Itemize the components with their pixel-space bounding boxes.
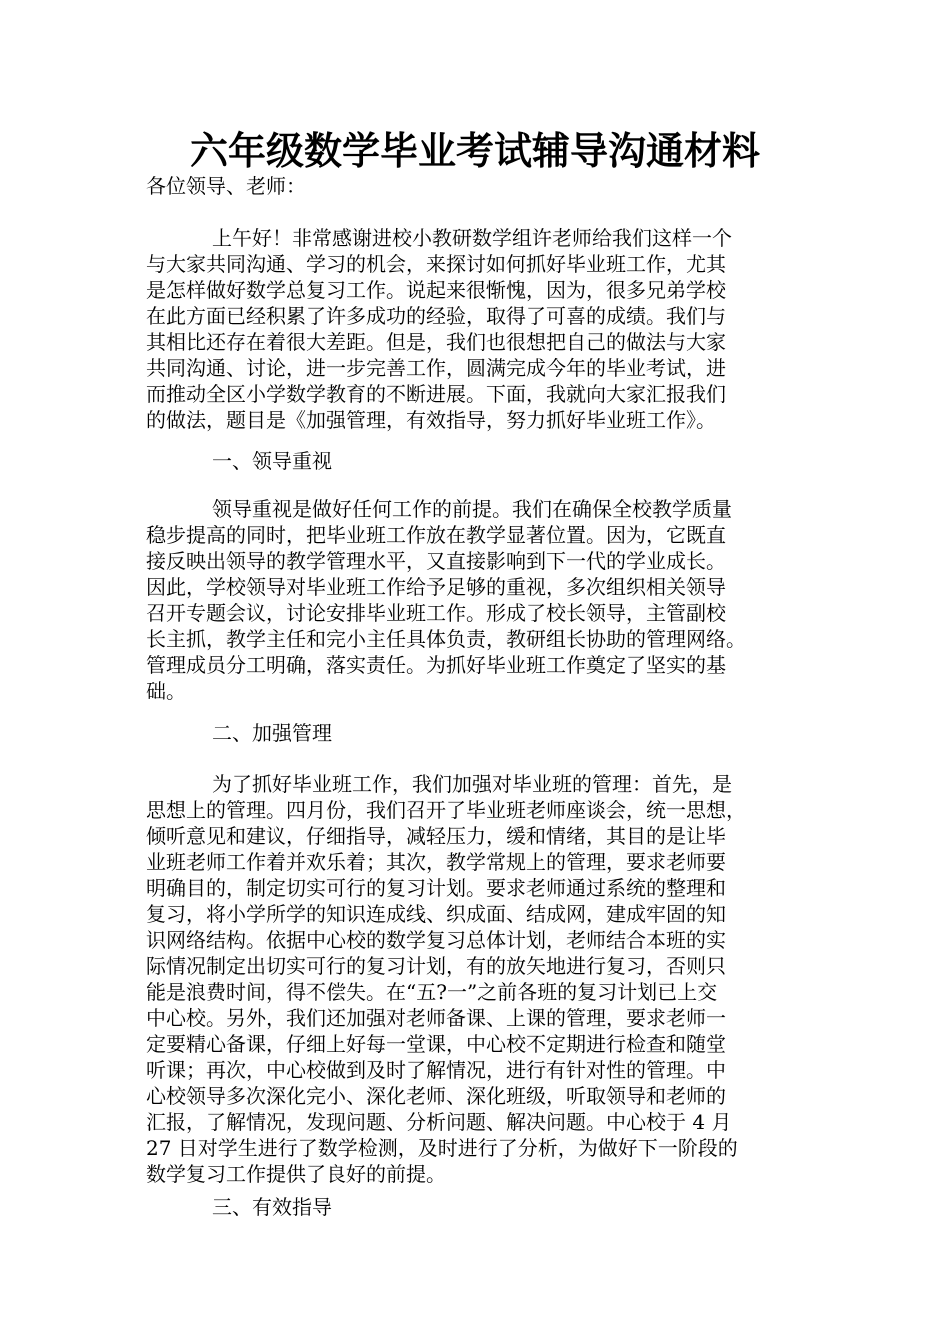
paragraph-line: 在此方面已经积累了许多成功的经验，取得了可喜的成绩。我们与 [146, 304, 726, 328]
paragraph-line: 领导重视是做好任何工作的前提。我们在确保全校教学质量 [212, 497, 732, 521]
salutation: 各位领导、老师： [146, 174, 306, 198]
paragraph-line: 数学复习工作提供了良好的前提。 [146, 1162, 446, 1186]
paragraph-line: 定要精心备课，仔细上好每一堂课，中心校不定期进行检查和随堂 [146, 1032, 726, 1056]
paragraph-line: 际情况制定出切实可行的复习计划，有的放矢地进行复习，否则只 [146, 954, 726, 978]
paragraph-line: 上午好！非常感谢进校小教研数学组许老师给我们这样一个 [212, 226, 732, 250]
document-title: 六年级数学毕业考试辅导沟通材料 [189, 128, 760, 173]
paragraph-line: 因此，学校领导对毕业班工作给予足够的重视，多次组织相关领导 [146, 575, 726, 599]
paragraph-line: 业班老师工作着并欢乐着；其次，教学常规上的管理，要求老师要 [146, 850, 726, 874]
paragraph-line: 复习，将小学所学的知识连成线、织成面、结成网，建成牢固的知 [146, 902, 726, 926]
paragraph-line: 共同沟通、讨论，进一步完善工作，圆满完成今年的毕业考试，进 [146, 356, 726, 380]
paragraph-line: 与大家共同沟通、学习的机会，来探讨如何抓好毕业班工作，尤其 [146, 252, 726, 276]
section2-paragraph [146, 771, 826, 1187]
section-heading-1: 一、领导重视 [212, 449, 332, 473]
paragraph-line: 听课；再次，中心校做到及时了解情况，进行有针对性的管理。中 [146, 1058, 726, 1082]
paragraph-line: 础。 [146, 679, 186, 703]
paragraph-line: 中心校。另外，我们还加强对老师备课、上课的管理，要求老师一 [146, 1006, 726, 1030]
paragraph-line: 汇报，了解情况，发现问题、分析问题、解决问题。中心校于 4 月 [146, 1110, 732, 1134]
paragraph-line: 长主抓，教学主任和完小主任具体负责，教研组长协助的管理网络。 [146, 627, 746, 651]
paragraph-line: 思想上的管理。四月份，我们召开了毕业班老师座谈会，统一思想， [146, 798, 746, 822]
section-heading-3: 三、有效指导 [212, 1195, 332, 1219]
paragraph-line: 而推动全区小学数学教育的不断进展。下面，我就向大家汇报我们 [146, 382, 726, 406]
paragraph-line: 是怎样做好数学总复习工作。说起来很惭愧，因为，很多兄弟学校 [146, 278, 726, 302]
paragraph-line: 能是浪费时间，得不偿失。在“五?一”之前各班的复习计划已上交 [146, 980, 718, 1004]
paragraph-line: 的做法，题目是《加强管理，有效指导，努力抓好毕业班工作》。 [146, 408, 716, 432]
paragraph-line: 明确目的，制定切实可行的复习计划。要求老师通过系统的整理和 [146, 876, 726, 900]
paragraph-line: 召开专题会议，讨论安排毕业班工作。形成了校长领导，主管副校 [146, 601, 726, 625]
paragraph-line: 倾听意见和建议，仔细指导，减轻压力，缓和情绪，其目的是让毕 [146, 824, 726, 848]
paragraph-line: 管理成员分工明确，落实责任。为抓好毕业班工作奠定了坚实的基 [146, 653, 726, 677]
section-heading-2: 二、加强管理 [212, 721, 332, 745]
paragraph-line: 接反映出领导的教学管理水平，又直接影响到下一代的学业成长。 [146, 549, 726, 573]
section1-paragraph [146, 496, 826, 704]
paragraph-line: 识网络结构。依据中心校的数学复习总体计划，老师结合本班的实 [146, 928, 726, 952]
paragraph-line: 心校领导多次深化完小、深化老师、深化班级，听取领导和老师的 [146, 1084, 726, 1108]
paragraph-line: 27 日对学生进行了数学检测，及时进行了分析，为做好下一阶段的 [146, 1136, 738, 1160]
paragraph-line: 其相比还存在着很大差距。但是，我们也很想把自己的做法与大家 [146, 330, 726, 354]
intro-paragraph [146, 225, 826, 433]
paragraph-line: 稳步提高的同时，把毕业班工作放在教学显著位置。因为，它既直 [146, 523, 726, 547]
paragraph-line: 为了抓好毕业班工作，我们加强对毕业班的管理：首先，是 [212, 772, 732, 796]
